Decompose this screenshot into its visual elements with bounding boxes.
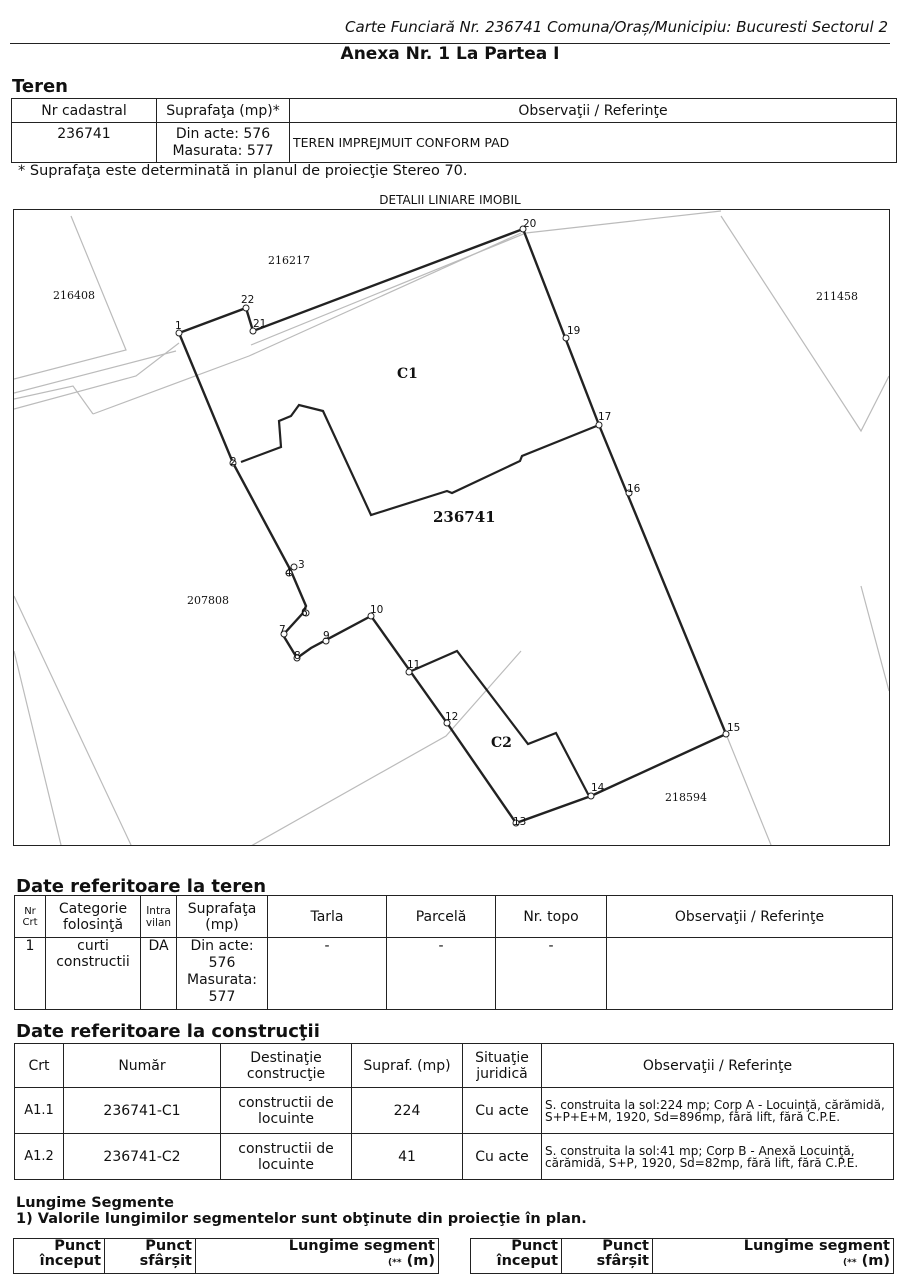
point-22: 22: [241, 294, 255, 306]
teren-row-intravilan: DA: [141, 938, 177, 1010]
neighbour-lines: [14, 211, 889, 845]
teren-din-acte-label: Din acte:: [190, 938, 254, 954]
col-lungime-segment: [196, 1239, 439, 1274]
teren-row-nr-topo: -: [496, 938, 607, 1010]
point-6: 6: [301, 607, 308, 619]
surface-note: * Suprafaţa este determinată in planul de proiecţie Stereo 70.: [18, 163, 468, 179]
cf-title: Carte Funciară Nr. 236741 Comuna/Oraș/Municipiu: Bucuresti Sectorul 2: [345, 18, 888, 36]
point-17: 17: [598, 411, 612, 423]
label-218594: 218594: [665, 791, 707, 804]
col-nr-topo: Nr. topo: [496, 896, 607, 938]
col-nr-crt: Nr Crt: [15, 896, 46, 938]
point-12: 12: [445, 711, 459, 723]
point-21: 21: [253, 318, 267, 330]
teren-row-nr: 1: [15, 938, 46, 1010]
lungime-unit-row: [656, 1254, 890, 1271]
col-nr-cadastral: Nr cadastral: [12, 99, 157, 123]
col-numar: Număr: [64, 1044, 221, 1088]
constructie-supraf: 224: [352, 1088, 463, 1134]
teren-table: [11, 98, 897, 163]
point-20: 20: [523, 218, 537, 230]
teren-heading: Teren: [12, 76, 68, 97]
nr-cadastral-value: 236741: [12, 123, 157, 163]
label-216217: 216217: [268, 254, 310, 267]
point-19: 19: [567, 325, 581, 337]
suprafata-value: [157, 123, 290, 163]
col-tarla: Tarla: [268, 896, 387, 938]
col-destinatie: Destinaţie construcţie: [221, 1044, 352, 1088]
point-7: 7: [279, 624, 286, 636]
label-207808: 207808: [187, 594, 229, 607]
label-216408: 216408: [53, 289, 95, 302]
col-suprafata: Suprafaţa (mp)*: [157, 99, 290, 123]
constructie-observatii: S. construita la sol:224 mp; Corp A - Locuinţă, cărămidă, S+P+E+M, 1920, Sd=896mp, fără lift, fără C.P.E.: [542, 1088, 894, 1134]
constructie-situatie: Cu acte: [463, 1088, 542, 1134]
constructie-numar: 236741-C1: [64, 1088, 221, 1134]
annex-title: Anexa Nr. 1 La Partea I: [340, 44, 560, 64]
segmente-heading: Lungime Segmente: [16, 1195, 174, 1211]
point-11: 11: [407, 659, 421, 671]
point-13: 13: [513, 816, 527, 828]
masurata: Masurata: 577: [172, 142, 274, 159]
point-4: 4: [285, 567, 292, 579]
point-14: 14: [591, 782, 605, 794]
observatii-value: TEREN IMPREJMUIT CONFORM PAD: [290, 123, 897, 163]
col-supraf: Supraf. (mp): [352, 1044, 463, 1088]
constructie-destinatie: constructii de locuinte: [221, 1088, 352, 1134]
date-teren-heading: Date referitoare la teren: [16, 876, 267, 897]
lungime-unit: (m): [406, 1253, 435, 1269]
col-situatie: Situaţie juridică: [463, 1044, 542, 1088]
parcel-map: [13, 209, 890, 846]
col-observatii-constructii: Observaţii / Referinţe: [542, 1044, 894, 1088]
point-8: 8: [294, 650, 301, 662]
constructie-observatii: S. construita la sol:41 mp; Corp B - Anexă Locuinţă, cărămidă, S+P, 1920, Sd=82mp, fără lift, fără C.P.E.: [542, 1134, 894, 1180]
constructie-supraf: 41: [352, 1134, 463, 1180]
col-intravilan: Intra vilan: [141, 896, 177, 938]
point-10: 10: [370, 604, 384, 616]
label-main-parcel: 236741: [433, 508, 496, 526]
constructii-heading: Date referitoare la construcţii: [16, 1021, 320, 1042]
teren-row-suprafata: [177, 938, 268, 1010]
lungime-unit: (m): [861, 1253, 890, 1269]
teren-row-observatii: [607, 938, 893, 1010]
parcel-map-drawing: [14, 210, 889, 845]
point-2: 2: [230, 456, 237, 468]
teren-row-tarla: -: [268, 938, 387, 1010]
din-acte: Din acte: 576: [175, 125, 271, 142]
unit-mark: (**: [388, 1258, 402, 1268]
lungime-label: Lungime segment: [743, 1238, 890, 1254]
point-3: 3: [298, 559, 305, 571]
date-teren-table: [14, 895, 893, 1010]
col-observatii-teren: Observaţii / Referinţe: [607, 896, 893, 938]
map-title: DETALII LINIARE IMOBIL: [379, 193, 521, 207]
teren-masurata-label: Masurata:: [187, 972, 257, 988]
point-1: 1: [175, 320, 182, 332]
point-15: 15: [727, 722, 741, 734]
col-lungime-segment: [653, 1239, 894, 1274]
segmente-table-left: [13, 1238, 439, 1274]
teren-row-categorie: curti constructii: [46, 938, 141, 1010]
col-crt: Crt: [15, 1044, 64, 1088]
segmente-table-right: [470, 1238, 894, 1274]
constructie-numar: 236741-C2: [64, 1134, 221, 1180]
lungime-label: Lungime segment: [288, 1238, 435, 1254]
table-row: [15, 1134, 894, 1180]
col-punct-inceput: Punct început: [471, 1239, 562, 1274]
constructii-table: [14, 1043, 894, 1180]
col-parcela: Parcelă: [387, 896, 496, 938]
teren-masurata-value: 577: [208, 989, 236, 1005]
col-punct-sfarsit: Punct sfârșit: [105, 1239, 196, 1274]
unit-mark: (**: [843, 1258, 857, 1268]
col-suprafata-teren: Suprafaţa (mp): [177, 896, 268, 938]
teren-din-acte-value: 576: [208, 955, 236, 971]
building-outlines: [241, 405, 599, 796]
constructie-crt: A1.1: [15, 1088, 64, 1134]
col-observatii: Observaţii / Referinţe: [290, 99, 897, 123]
point-16: 16: [627, 483, 641, 495]
col-categorie: Categorie folosinţă: [46, 896, 141, 938]
segmente-subheading: 1) Valorile lungimilor segmentelor sunt obţinute din proiecţie în plan.: [16, 1211, 587, 1227]
label-c1: C1: [397, 366, 418, 382]
vertex-markers: [176, 226, 729, 826]
table-row: [15, 1088, 894, 1134]
constructie-destinatie: constructii de locuinte: [221, 1134, 352, 1180]
point-9: 9: [323, 630, 330, 642]
lungime-unit-row: [199, 1254, 435, 1271]
col-punct-inceput: Punct început: [14, 1239, 105, 1274]
label-211458: 211458: [816, 290, 858, 303]
col-punct-sfarsit: Punct sfârșit: [562, 1239, 653, 1274]
constructie-crt: A1.2: [15, 1134, 64, 1180]
constructie-situatie: Cu acte: [463, 1134, 542, 1180]
teren-row-parcela: -: [387, 938, 496, 1010]
label-c2: C2: [491, 735, 512, 751]
